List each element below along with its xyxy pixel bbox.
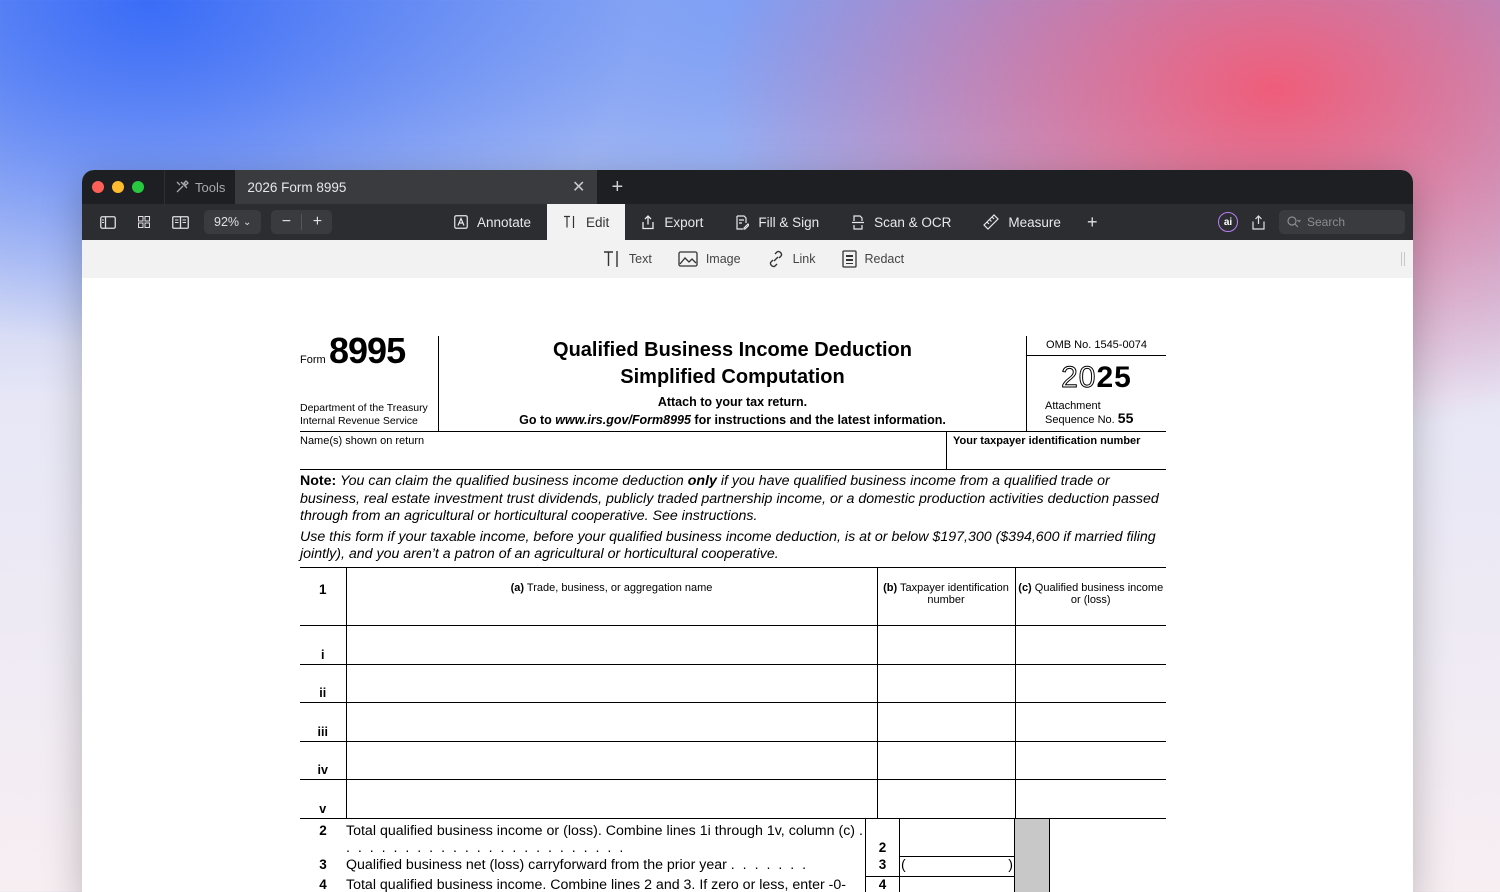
year-suffix: 25	[1096, 361, 1132, 394]
search-field[interactable]	[1279, 210, 1405, 234]
tin-cell[interactable]	[877, 780, 1015, 819]
col-a-label: Trade, business, or aggregation name	[524, 581, 713, 594]
attach-instruction: Attach to your tax return.	[657, 395, 808, 409]
department	[300, 402, 428, 428]
line-2	[300, 819, 1166, 857]
export-button[interactable]	[625, 204, 719, 240]
search-icon	[1287, 216, 1301, 228]
paren-close: )	[1008, 856, 1013, 873]
tin-cell[interactable]	[877, 664, 1015, 703]
form-title-block	[439, 336, 1026, 431]
zoom-select[interactable]	[204, 210, 261, 234]
fill-sign-button[interactable]	[719, 204, 835, 240]
row-label: iv	[300, 741, 346, 780]
business-name-cell[interactable]	[346, 664, 877, 703]
tin-cell[interactable]	[877, 703, 1015, 742]
table-row	[300, 626, 1166, 665]
shaded-cell	[1015, 857, 1050, 877]
zoom-in-button[interactable]: +	[312, 213, 323, 230]
chevron-down-icon: ⌄	[243, 216, 252, 228]
dept-line2: Internal Revenue Service	[300, 415, 418, 427]
edit-button[interactable]	[547, 204, 625, 240]
window-controls	[92, 181, 164, 193]
col-b-label: Taxpayer identification number	[897, 581, 1009, 606]
attachment-sequence	[1045, 400, 1133, 426]
col-c-header	[1015, 568, 1166, 626]
col-c-label: Qualified business income or (loss)	[1031, 581, 1164, 606]
tin-field[interactable]	[947, 432, 1166, 469]
business-name-cell[interactable]	[346, 626, 877, 665]
line-2-description: Total qualified business income or (loss). Combine lines 1i through 1v, column (c)	[346, 822, 856, 839]
col-a-tag: (a)	[510, 581, 525, 594]
qbi-cell[interactable]	[1015, 703, 1166, 742]
goto-suffix: for instructions and the latest information.	[690, 413, 946, 427]
table-header-row	[300, 568, 1166, 626]
sequence-number: 55	[1117, 410, 1134, 426]
line1-table	[300, 568, 1166, 819]
redact-icon	[842, 250, 857, 268]
business-name-cell[interactable]	[346, 741, 877, 780]
shaded-cell	[1015, 819, 1050, 857]
note-paragraph	[300, 473, 1166, 526]
redact-button[interactable]	[842, 250, 905, 268]
tab-tools[interactable]	[164, 170, 235, 204]
col-b-tag: (b)	[883, 581, 898, 594]
eligibility-paragraph: Use this form if your taxable income, before your qualified business income deduction, is at or below $197,300 ($394,600 if married filing jointly), and you aren’t a patron of an agricultural or horticultural cooperative.	[300, 529, 1166, 568]
tab-document[interactable]	[235, 170, 597, 204]
image-tool-label: Image	[705, 252, 741, 266]
document-tab-title: 2026 Form 8995	[247, 179, 347, 195]
line-number: 2	[319, 822, 327, 838]
note-label: Note:	[300, 473, 337, 489]
col-c-tag: (c)	[1018, 581, 1032, 594]
irs-link[interactable]: www.irs.gov/Form8995	[555, 413, 691, 427]
shaded-cell	[1015, 877, 1050, 892]
image-icon	[678, 251, 698, 267]
title-bar	[82, 170, 1413, 204]
ai-label: ai	[1223, 216, 1233, 228]
line-4-text: Total qualified business income. Combine lines 2 and 3. If zero or less, enter -0-	[346, 876, 846, 892]
tools-tab-label: Tools	[195, 179, 226, 195]
close-tab-icon[interactable]: ✕	[571, 179, 586, 196]
leader-dots: . . . . . . .	[730, 856, 809, 873]
annotate-button[interactable]	[438, 204, 547, 240]
qbi-cell[interactable]	[1015, 741, 1166, 780]
measure-label: Measure	[1008, 214, 1061, 230]
form-title-1: Qualified Business Income Deduction	[553, 339, 912, 361]
table-row	[300, 780, 1166, 819]
zoom-buttons	[271, 210, 332, 234]
text-tool-icon	[603, 250, 621, 268]
form-word: Form	[300, 354, 326, 366]
zoom-out-button[interactable]: −	[281, 213, 292, 230]
business-name-cell[interactable]	[346, 703, 877, 742]
leader-dots: . . . . . . . . . . . . . . . . . . . . . . . . .	[346, 822, 865, 856]
goto-instruction	[439, 413, 1026, 427]
fill-sign-label: Fill & Sign	[758, 214, 820, 230]
attachment-label: Attachment	[1045, 400, 1101, 412]
paren-open: (	[901, 856, 906, 873]
document-page	[82, 278, 1413, 892]
export-label: Export	[664, 214, 704, 230]
scan-ocr-button[interactable]	[835, 204, 967, 240]
scan-icon	[851, 215, 865, 230]
line1-number: 1	[300, 568, 346, 626]
line-4	[300, 877, 1166, 892]
annotate-label: Annotate	[477, 214, 532, 230]
goto-prefix: Go to	[519, 413, 556, 427]
form-title-2: Simplified Computation	[620, 366, 845, 388]
minimize-window-button[interactable]	[112, 181, 124, 193]
link-tool-label: Link	[792, 252, 816, 266]
app-window	[82, 170, 1413, 892]
table-row	[300, 703, 1166, 742]
add-link-button[interactable]	[767, 250, 816, 268]
col-b-header	[877, 568, 1015, 626]
add-image-button[interactable]	[678, 251, 741, 267]
text-cursor-icon	[563, 215, 577, 229]
close-window-button[interactable]	[92, 181, 104, 193]
line-number: 4	[319, 876, 327, 892]
measure-button[interactable]	[967, 204, 1077, 240]
share-icon[interactable]	[1252, 215, 1265, 230]
line-3-amount[interactable]	[900, 857, 1015, 877]
line-2-amount[interactable]	[900, 819, 1015, 857]
business-name-cell[interactable]	[346, 780, 877, 819]
tin-cell[interactable]	[877, 626, 1015, 665]
form-header	[300, 330, 1166, 432]
computation-lines	[300, 819, 1166, 892]
link-icon	[767, 250, 785, 268]
qbi-cell[interactable]	[1015, 626, 1166, 665]
tax-year	[1027, 362, 1166, 394]
thumbnails-grid-icon[interactable]	[126, 208, 162, 236]
dept-line1: Department of the Treasury	[300, 402, 428, 414]
table-row	[300, 664, 1166, 703]
annotate-icon	[454, 215, 468, 229]
qbi-cell[interactable]	[1015, 780, 1166, 819]
note-only: only	[687, 473, 717, 489]
new-tab-button[interactable]: +	[611, 175, 624, 198]
note-text-a: You can claim the qualified business income deduction	[336, 473, 688, 489]
scan-ocr-label: Scan & OCR	[874, 214, 952, 230]
name-label: Name(s) shown on return	[300, 435, 425, 447]
sequence-label: Sequence No.	[1045, 414, 1115, 426]
row-label: i	[300, 626, 346, 665]
line-4-amount[interactable]	[900, 877, 1015, 892]
search-placeholder: Search	[1307, 215, 1346, 229]
qbi-cell[interactable]	[1015, 664, 1166, 703]
row-label: ii	[300, 664, 346, 703]
note-text-b: if you have qualified business income from a qualified trade or business, real estate investment trust dividends, publicly traded partnership income, or a domestic production activities deduction passed through from an agricultural or horticultural cooperative. See instructions.	[300, 473, 1159, 524]
name-row	[300, 432, 1166, 470]
edit-label: Edit	[586, 214, 610, 230]
toolbar-drag-handle[interactable]	[1401, 252, 1405, 266]
form-number: 8995	[329, 330, 406, 371]
line-3-description: Qualified business net (loss) carryforward from the prior year	[346, 856, 727, 873]
row-label: v	[300, 780, 346, 819]
line-box-number: 3	[865, 857, 900, 877]
tools-icon	[175, 180, 189, 194]
redact-label: Redact	[864, 252, 905, 266]
fill-sign-icon	[735, 215, 749, 230]
zoom-window-button[interactable]	[132, 181, 144, 193]
line-2-text	[346, 819, 865, 857]
name-field[interactable]	[300, 432, 947, 469]
export-icon	[641, 215, 655, 230]
main-toolbar	[82, 204, 1413, 240]
form-id-block	[300, 330, 439, 431]
edit-subtoolbar	[82, 240, 1413, 278]
ai-assistant-button[interactable]	[1218, 212, 1238, 232]
year-prefix: 20	[1061, 361, 1097, 394]
form-year-block	[1026, 336, 1166, 431]
page-layout-icon[interactable]	[162, 208, 198, 236]
line-number: 3	[319, 856, 327, 872]
add-text-button[interactable]	[603, 250, 652, 268]
omb-number: OMB No. 1545-0074	[1027, 336, 1166, 356]
text-tool-label: Text	[628, 252, 652, 266]
line-box-number: 2	[865, 819, 900, 857]
tin-cell[interactable]	[877, 741, 1015, 780]
line-box-number: 4	[865, 877, 900, 892]
line-3	[300, 857, 1166, 877]
table-row	[300, 741, 1166, 780]
ruler-icon	[983, 214, 999, 230]
tin-label: Your taxpayer identification number	[953, 435, 1141, 447]
more-tools-button[interactable]: +	[1086, 211, 1098, 232]
sidebar-toggle-icon[interactable]	[90, 208, 126, 236]
zoom-value: 92%	[214, 215, 240, 229]
row-label: iii	[300, 703, 346, 742]
line-3-text	[346, 857, 865, 877]
col-a-header	[346, 568, 877, 626]
form-8995	[300, 330, 1166, 892]
